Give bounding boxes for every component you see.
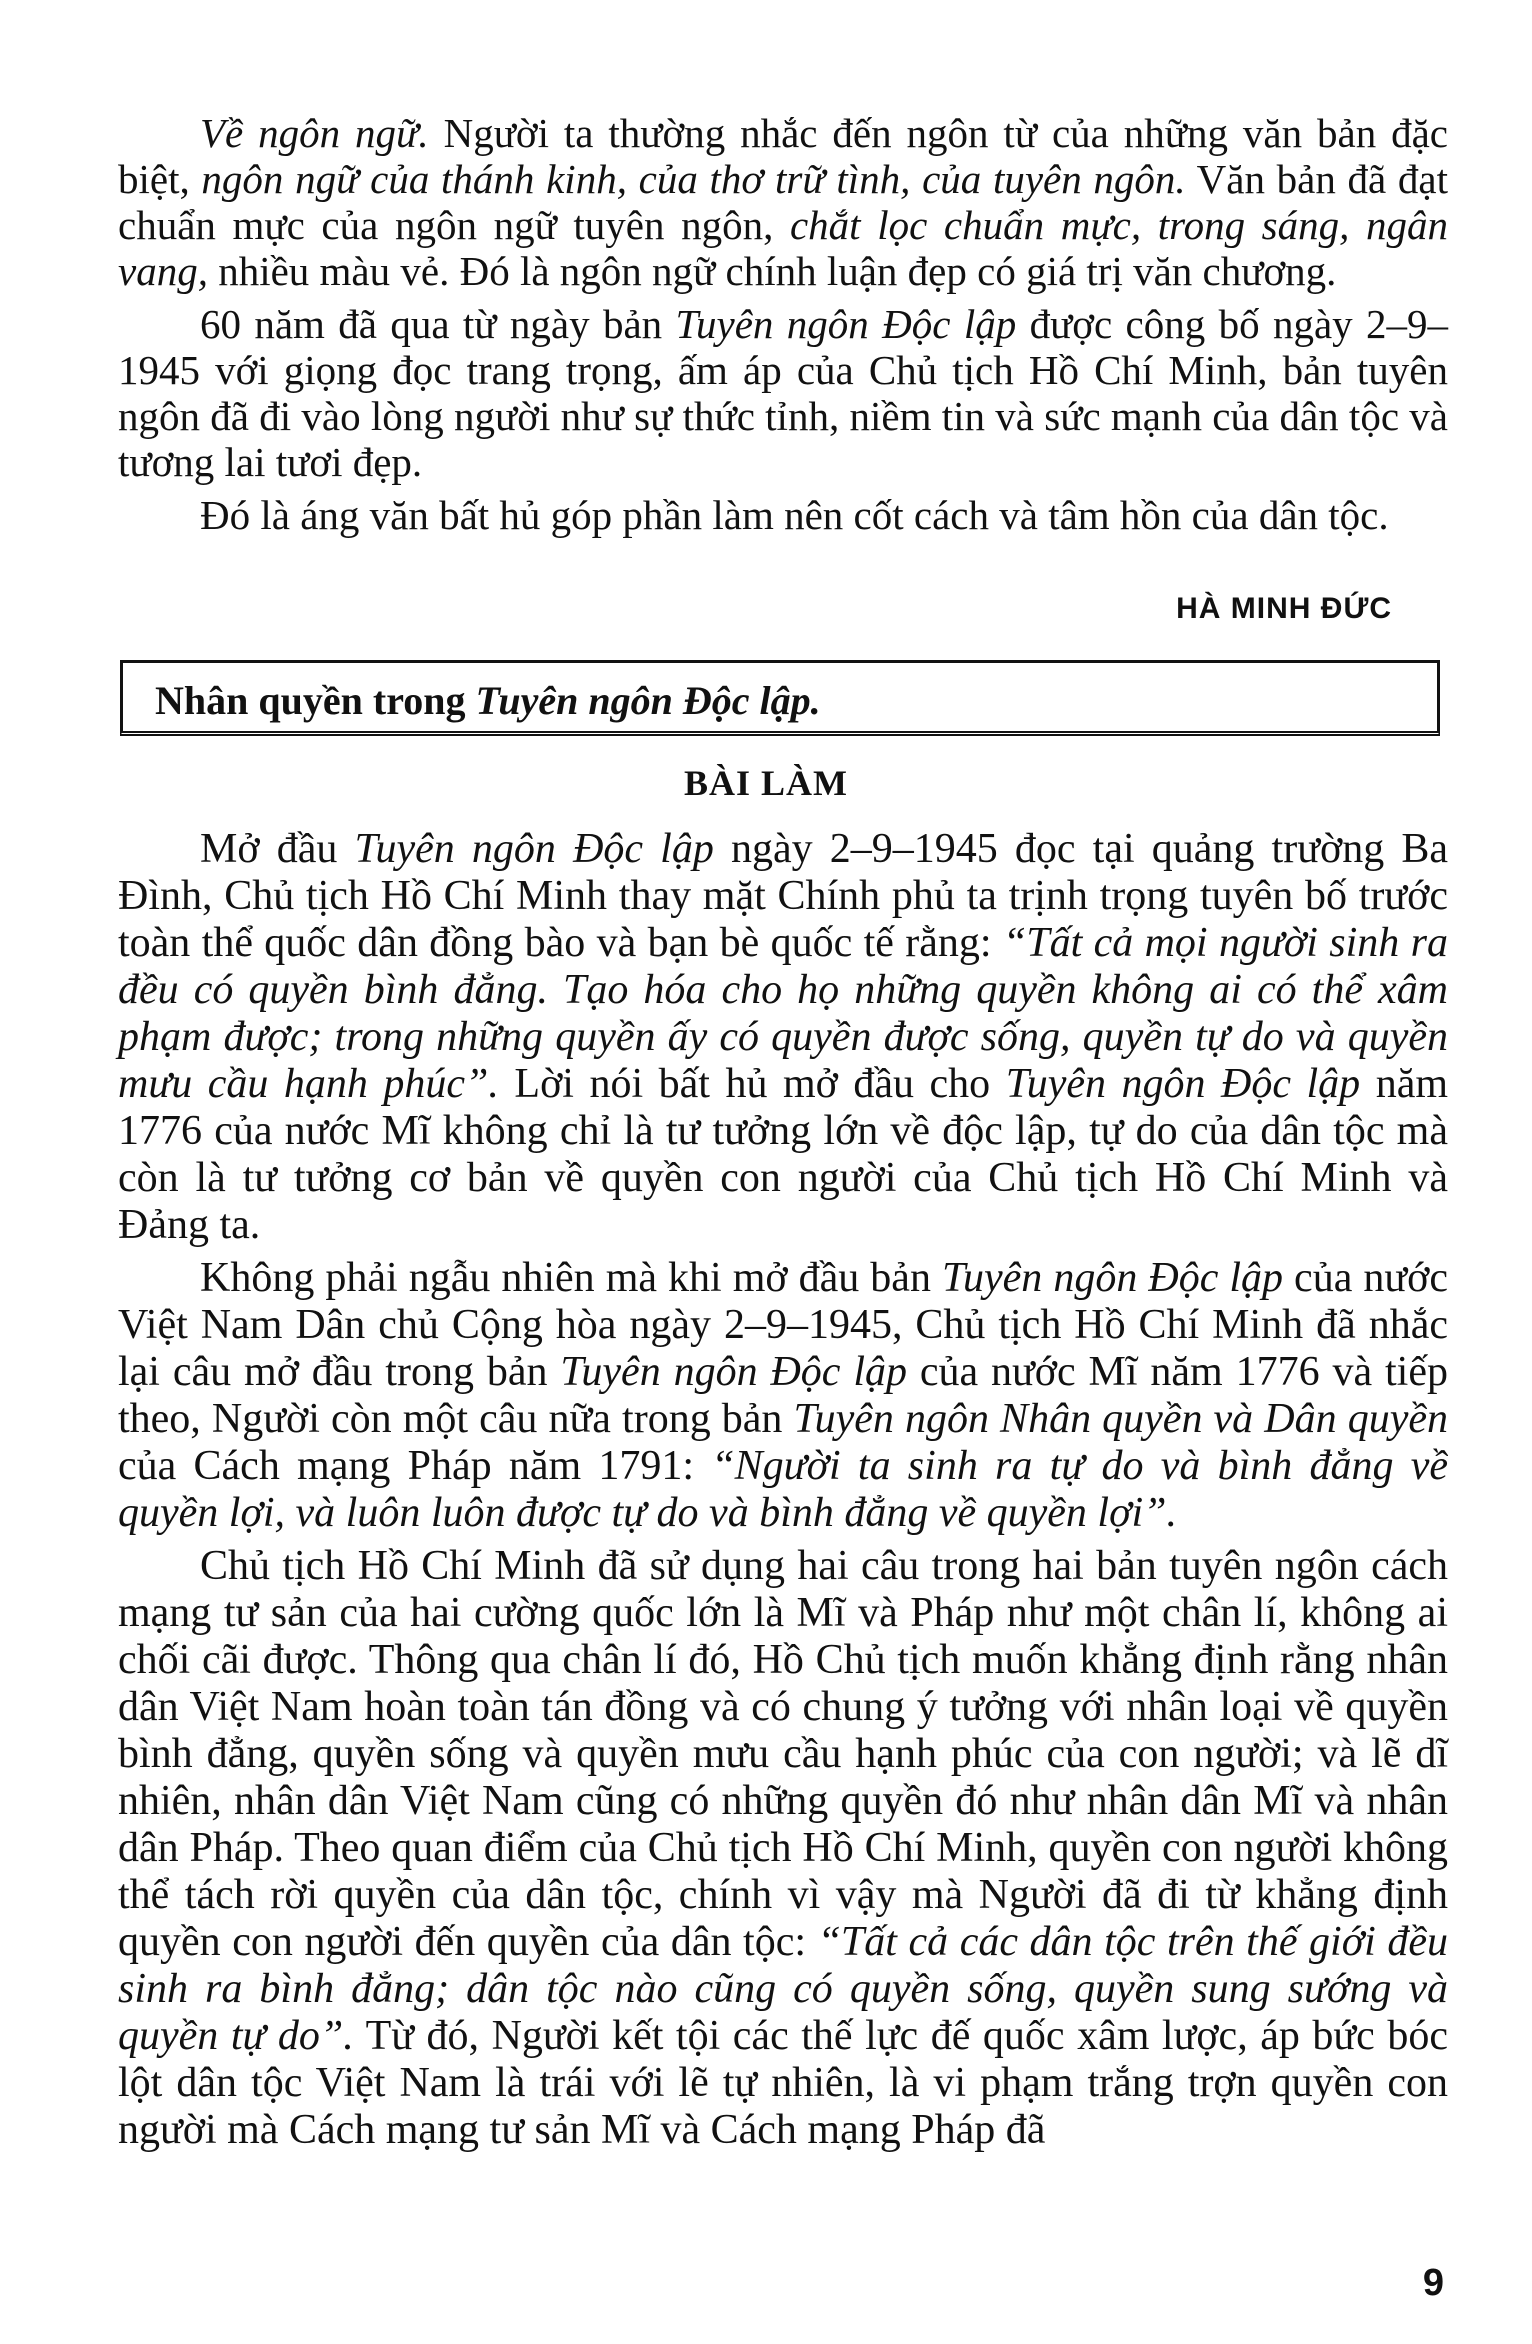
essay-body — [118, 826, 1448, 2160]
paragraph-language: Về ngôn ngữ. Người ta thường nhắc đến ngôn từ của những văn bản đặc biệt, ngôn ngữ của thánh kinh, của thơ trữ tình, của tuyên ngôn. Văn bản đã đạt chuẩn mực của ngôn ngữ tuyên ngôn, chắt lọc chuẩn mực, trong sáng, ngân vang, nhiều màu vẻ. Đó là ngôn ngữ chính luận đẹp có giá trị văn chương. — [118, 110, 1449, 294]
topic-box — [120, 660, 1440, 736]
page-number: 9 — [1422, 2262, 1444, 2304]
essay-heading: BÀI LÀM — [683, 763, 848, 803]
author-name: HÀ MINH ĐỨC — [1176, 592, 1392, 625]
paragraph-conclusion: Đó là áng văn bất hủ góp phần làm nên cốt cách và tâm hồn của dân tộc. — [200, 492, 1389, 538]
paragraph-sixty-years: 60 năm đã qua từ ngày bản Tuyên ngôn Độc lập được công bố ngày 2–9–1945 với giọng đọc trang trọng, ấm áp của Chủ tịch Hồ Chí Minh, bản tuyên ngôn đã đi vào lòng người như sự thức tỉnh, niềm tin và sức mạnh của dân tộc và tương lai tươi đẹp. — [118, 301, 1449, 485]
closing-section — [118, 110, 1448, 545]
essay-paragraph-1: Mở đầu Tuyên ngôn Độc lập ngày 2–9–1945 đọc tại quảng trường Ba Đình, Chủ tịch Hồ Chí Minh thay mặt Chính phủ ta trịnh trọng tuyên bố trước toàn thể quốc dân đồng bào và bạn bè quốc tế rằng: “Tất cả mọi người sinh ra đều có quyền bình đẳng. Tạo hóa cho họ những quyền không ai có thể xâm phạm được; trong những quyền ấy có quyền được sống, quyền tự do và quyền mưu cầu hạnh phúc”. Lời nói bất hủ mở đầu cho Tuyên ngôn Độc lập năm 1776 của nước Mĩ không chỉ là tư tưởng lớn về độc lập, tự do của dân tộc mà còn là tư tưởng cơ bản về quyền con người của Chủ tịch Hồ Chí Minh và Đảng ta. — [118, 826, 1449, 1248]
essay-paragraph-2: Không phải ngẫu nhiên mà khi mở đầu bản Tuyên ngôn Độc lập của nước Việt Nam Dân chủ Cộng hòa ngày 2–9–1945, Chủ tịch Hồ Chí Minh đã nhắc lại câu mở đầu trong bản Tuyên ngôn Độc lập của nước Mĩ năm 1776 và tiếp theo, Người còn một câu nữa trong bản Tuyên ngôn Nhân quyền và Dân quyền của Cách mạng Pháp năm 1791: “Người ta sinh ra tự do và bình đẳng về quyền lợi, và luôn luôn được tự do và bình đẳng về quyền lợi”. — [118, 1255, 1448, 1536]
essay-paragraph-3: Chủ tịch Hồ Chí Minh đã sử dụng hai câu trong hai bản tuyên ngôn cách mạng tư sản của hai cường quốc lớn là Mĩ và Pháp như một chân lí, không ai chối cãi được. Thông qua chân lí đó, Hồ Chủ tịch muốn khẳng định rằng nhân dân Việt Nam hoàn toàn tán đồng và có chung ý tưởng với nhân loại về quyền bình đẳng, quyền sống và quyền mưu cầu hạnh phúc của con người; và lẽ dĩ nhiên, nhân dân Việt Nam cũng có những quyền đó như nhân dân Mĩ và nhân dân Pháp. Theo quan điểm của Chủ tịch Hồ Chí Minh, quyền con người không thể tách rời quyền của dân tộc, chính vì vậy mà Người đã đi từ khẳng định quyền con người đến quyền của dân tộc: “Tất cả các dân tộc trên thế giới đều sinh ra bình đẳng; dân tộc nào cũng có quyền sống, quyền sung sướng và quyền tự do”. Từ đó, Người kết tội các thế lực đế quốc xâm lược, áp bức bóc lột dân tộc Việt Nam là trái với lẽ tự nhiên, là vi phạm trắng trợn quyền con người mà Cách mạng tư sản Mĩ và Cách mạng Pháp đã — [118, 1543, 1448, 2153]
topic-title: Nhân quyền trong Tuyên ngôn Độc lập. — [155, 678, 821, 723]
